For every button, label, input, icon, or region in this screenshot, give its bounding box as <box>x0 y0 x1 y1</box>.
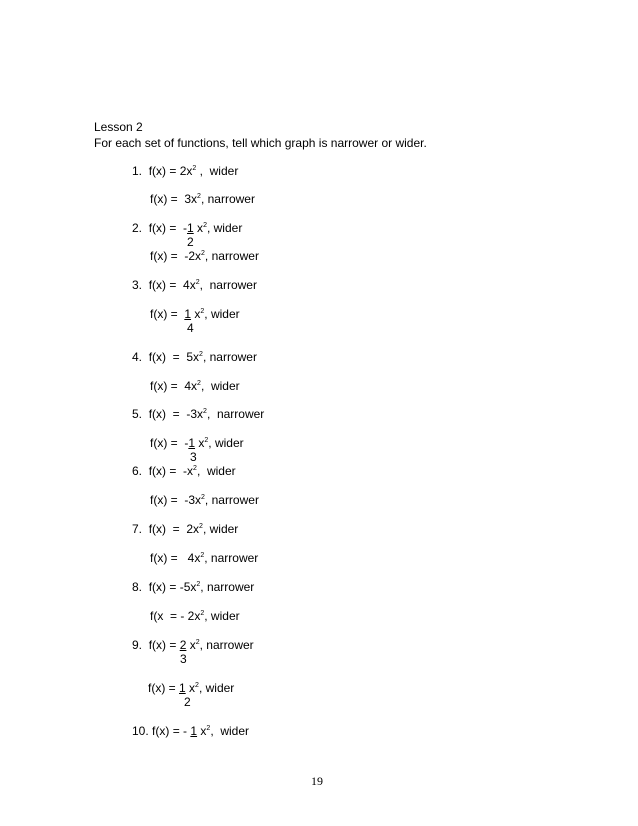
problem-number: 2. <box>132 221 143 235</box>
problem-1-second: $f(x) = 3x^2$, narrower <box>150 192 255 206</box>
fraction-denominator: 2 <box>184 695 191 709</box>
fraction-numerator: 1 <box>179 681 186 695</box>
problem-7-second: $f(x) = 4x^2$, narrower <box>150 551 259 565</box>
problem-number: 5. <box>132 407 143 421</box>
problem-number: 3. <box>132 278 143 292</box>
problem-number: 1. <box>132 164 143 178</box>
problem-number: 10. <box>132 724 149 738</box>
fraction-denominator: 3 <box>190 450 197 464</box>
problem-number: 6. <box>132 464 143 478</box>
lesson-title: Lesson 2 <box>94 120 143 134</box>
problem-number: 7. <box>132 522 143 536</box>
fraction-numerator: 1 <box>184 307 192 321</box>
problem-2-second: $f(x) = -2x^2$, narrower <box>150 249 259 263</box>
problem-5-second: f(x) = -1 $x^2$, wider <box>150 436 244 450</box>
fraction-denominator: 2 <box>187 235 194 249</box>
problem-3-second: f(x) = 1 $x^2$, wider <box>150 307 240 321</box>
problem-8-first: 8. $f(x) = -5x^2$, narrower <box>132 580 255 594</box>
problem-6-first: 6. $f(x) = -x^2$, wider <box>132 464 236 478</box>
problem-6-second: $f(x) = -3x^2$, narrower <box>150 493 259 507</box>
problem-1-first: 1. $f(x) = 2x^2$ , wider <box>132 164 239 178</box>
page-number: 19 <box>311 774 323 788</box>
fraction-numerator: 1 <box>187 221 194 235</box>
problem-10-first: 10. f(x) = - 1 $x^2$, wider <box>132 724 249 738</box>
problem-number: 9. <box>132 638 143 652</box>
problem-number: 8. <box>132 580 143 594</box>
fraction-denominator: 3 <box>180 652 187 666</box>
problem-5-first: 5. $f(x) = -3x^2$, narrower <box>132 407 265 421</box>
problem-4-first: 4. $f(x) = 5x^2$, narrower <box>132 350 257 364</box>
problem-8-second: f(x = - $2x^2$, wider <box>150 609 240 623</box>
fraction-denominator: 4 <box>187 321 194 335</box>
problem-2-first: 2. f(x) = -1 $x^2$, wider <box>132 221 243 235</box>
problem-4-second: $f(x) = 4x^2$, wider <box>150 379 240 393</box>
fraction-numerator: 1 <box>190 724 198 738</box>
problem-3-first: 3. $f(x) = 4x^2$, narrower <box>132 278 257 292</box>
problem-9-first: 9. f(x) = 2 $x^2$, narrower <box>132 638 254 652</box>
problem-number: 4. <box>132 350 143 364</box>
problem-9-second: f(x) = 1 $x^2$, wider <box>148 681 235 695</box>
fraction-numerator: 1 <box>188 436 196 450</box>
instructions: For each set of functions, tell which graph is narrower or wider. <box>94 136 427 150</box>
fraction-numerator: 2 <box>179 638 187 652</box>
problem-7-first: 7. $f(x) = 2x^2$, wider <box>132 522 239 536</box>
